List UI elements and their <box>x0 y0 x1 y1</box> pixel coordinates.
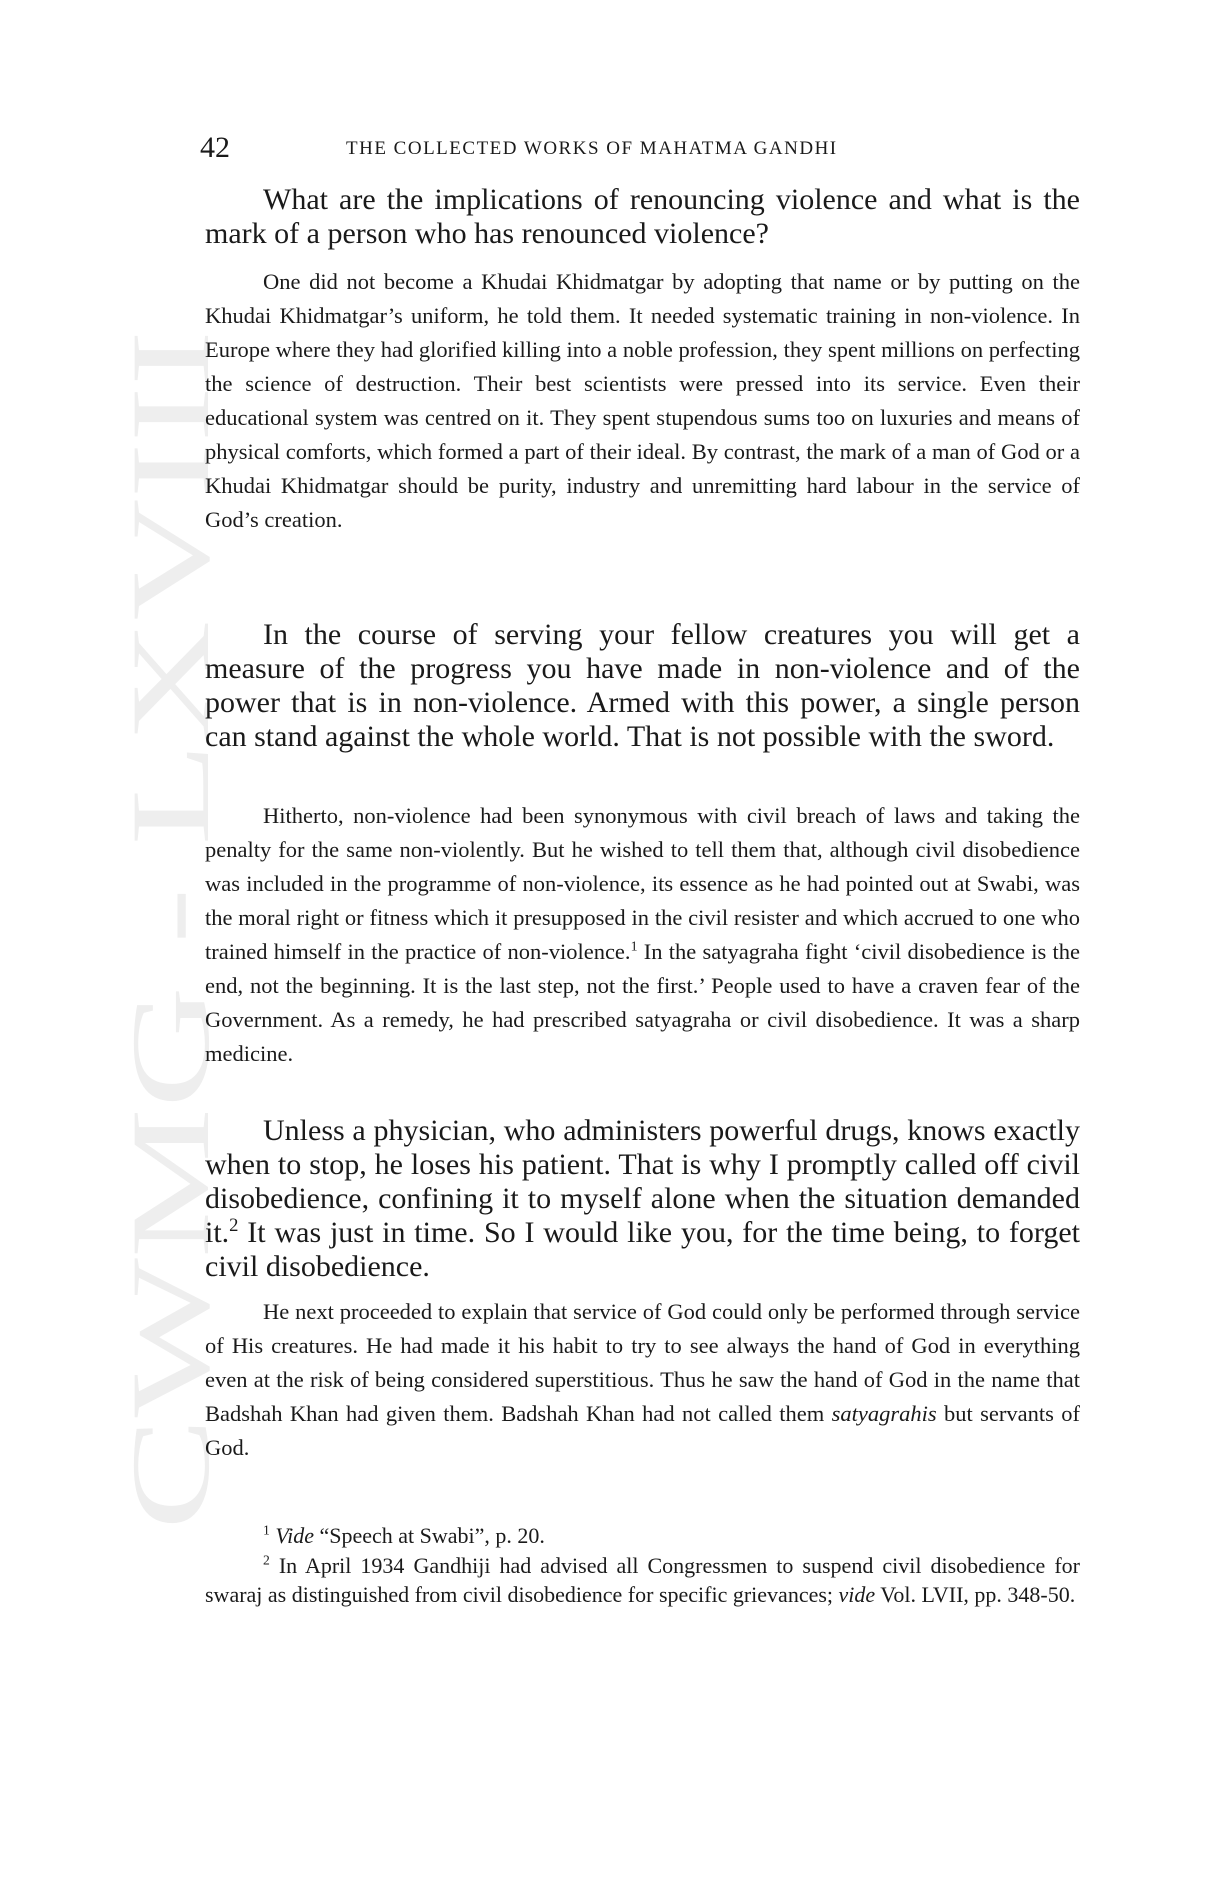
footnote-1 <box>205 1521 1080 1550</box>
footnote-2-text-b: Vol. LVII, pp. 348-50. <box>875 1582 1076 1607</box>
paragraph-6-text-a: He next proceeded to explain that service of God could only be performed through service of His creatures. He had made it his habit to try to see always the hand of God in everything even at the risk of being considered superstitious. Thus he saw the hand of God in the name that Badshah Khan had given them. Badshah Khan had not called them <box>205 1299 1080 1426</box>
paragraph-3 <box>205 618 1080 754</box>
paragraph-5 <box>205 1114 1080 1284</box>
footnote-2-text-a: In April 1934 Gandhiji had advised all Congressmen to suspend civil disobedience for swaraj as distinguished from civil disobedience for specific grievances; <box>205 1553 1080 1607</box>
paragraph-4-text-b: In the satyagraha fight ‘civil disobedience is the end, not the beginning. It is the last step, not the first.’ People used to have a craven fear of the Government. As a remedy, he had prescribed satyagraha or civil disobedience. It was a sharp medicine. <box>205 939 1081 1066</box>
footnote-ref-1: 1 <box>630 939 638 955</box>
footnote-ref-2: 2 <box>229 1215 239 1236</box>
page-number: 42 <box>200 131 230 164</box>
footnote-2-mark: 2 <box>263 1552 270 1568</box>
footnote-2 <box>205 1551 1080 1609</box>
paragraph-6-text-b: but servants of God. <box>205 1401 1080 1460</box>
paragraph-2-text: One did not become a Khudai Khidmatgar by adopting that name or by putting on the Khudai Khidmatgar’s uniform, he told them. It needed systematic training in non-violence. In Europe where they had glorified killing into a noble profession, they spent millions on perfecting the science of destruction. Their best scientists were pressed into its service. Even their educational system was centred on it. They spent stupendous sums too on luxuries and means of physical comforts, which formed a part of their ideal. By contrast, the mark of a man of God or a Khudai Khidmatgar should be purity, industry and unremitting hard labour in the service of God’s creation. <box>205 269 1080 532</box>
paragraph-1 <box>205 183 1080 251</box>
paragraph-6-italic: satyagrahis <box>831 1401 937 1426</box>
footnote-1-italic: Vide <box>275 1523 314 1548</box>
paragraph-3-text: In the course of serving your fellow creatures you will get a measure of the progress you have made in non-violence and of the power that is in non-violence. Armed with this power, a single person can stand against the whole world. That is not possible with the sword. <box>205 618 1080 753</box>
page-header <box>200 128 1080 168</box>
paragraph-1-text: What are the implications of renouncing violence and what is the mark of a person who has renounced violence? <box>205 183 1080 250</box>
paragraph-5-text-a: Unless a physician, who administers powerful drugs, knows exactly when to stop, he loses his patient. That is why I promptly called off civil disobedience, confining it to myself alone when the situation demanded it. <box>205 1114 1080 1249</box>
paragraph-4-text-a: Hitherto, non-violence had been synonymous with civil breach of laws and taking the penalty for the same non-violently. But he wished to tell them that, although civil disobedience was included in the programme of non-violence, its essence as he had pointed out at Swabi, was the moral right or fitness which it presupposed in the civil resister and which accrued to one who trained himself in the practice of non-violence. <box>205 803 1080 964</box>
paragraph-5-text-b: It was just in time. So I would like you, for the time being, to forget civil disobedience. <box>205 1216 1080 1283</box>
watermark-text: CWMG LXVIII <box>120 733 230 1530</box>
paragraph-4 <box>205 799 1080 1071</box>
footnote-1-mark: 1 <box>263 1522 270 1538</box>
footnote-2-italic: vide <box>838 1582 876 1607</box>
paragraph-6 <box>205 1295 1080 1465</box>
paragraph-2 <box>205 265 1080 537</box>
running-head: THE COLLECTED WORKS OF MAHATMA GANDHI <box>346 138 838 159</box>
footnote-1-text: “Speech at Swabi”, p. 20. <box>314 1523 545 1548</box>
